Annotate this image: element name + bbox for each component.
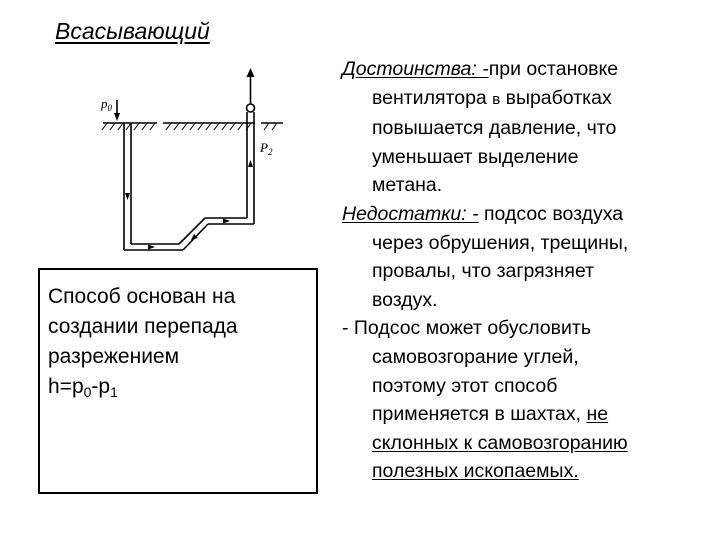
pros-cons-text [342,55,714,486]
advantages-label: Достоинства: - [342,58,489,80]
label-p2: $P_2$ [260,140,273,157]
advantages-line-5: метана. [372,174,443,197]
box-line-1: Способ основан на [48,285,236,308]
disadvantages-label: Недостатки: - [342,202,479,225]
method-description-box [38,268,318,494]
extra-line-4: применяется в шахтах, не [372,403,609,426]
extra-line-1: - Подсос может обусловить [342,317,591,340]
formula: $h=p_0-p_1$ [48,375,118,400]
slide-title: Всасывающий [55,18,210,44]
extra-line-6: полезных ископаемых. [372,460,579,483]
mine-ventilation-diagram [95,60,305,270]
disadvantages-line-3: провалы, что загрязняет [372,260,595,283]
advantages-line-4: уменьшает выделение [372,145,579,168]
extra-line-5: склонных к самовозгоранию [372,431,628,454]
extra-line-2: самовозгорание углей, [372,345,579,368]
box-line-3: разрежением [48,345,180,368]
label-p0: $p_0$ [101,96,112,113]
disadvantages-line-1: Недостатки: - подсос воздуха [342,202,624,225]
disadvantages-line-2: через обрушения, трещины, [372,231,629,254]
advantages-line-2: вентилятора в выработках [372,86,612,109]
box-line-2: создании перепада [48,315,238,338]
disadvantages-line-4: воздух. [372,288,438,311]
advantages-line-3: повышается давление, что [372,117,617,140]
advantages-line-1: Достоинства: -при остановке [342,58,619,80]
extra-line-3: поэтому этот способ [372,374,558,397]
